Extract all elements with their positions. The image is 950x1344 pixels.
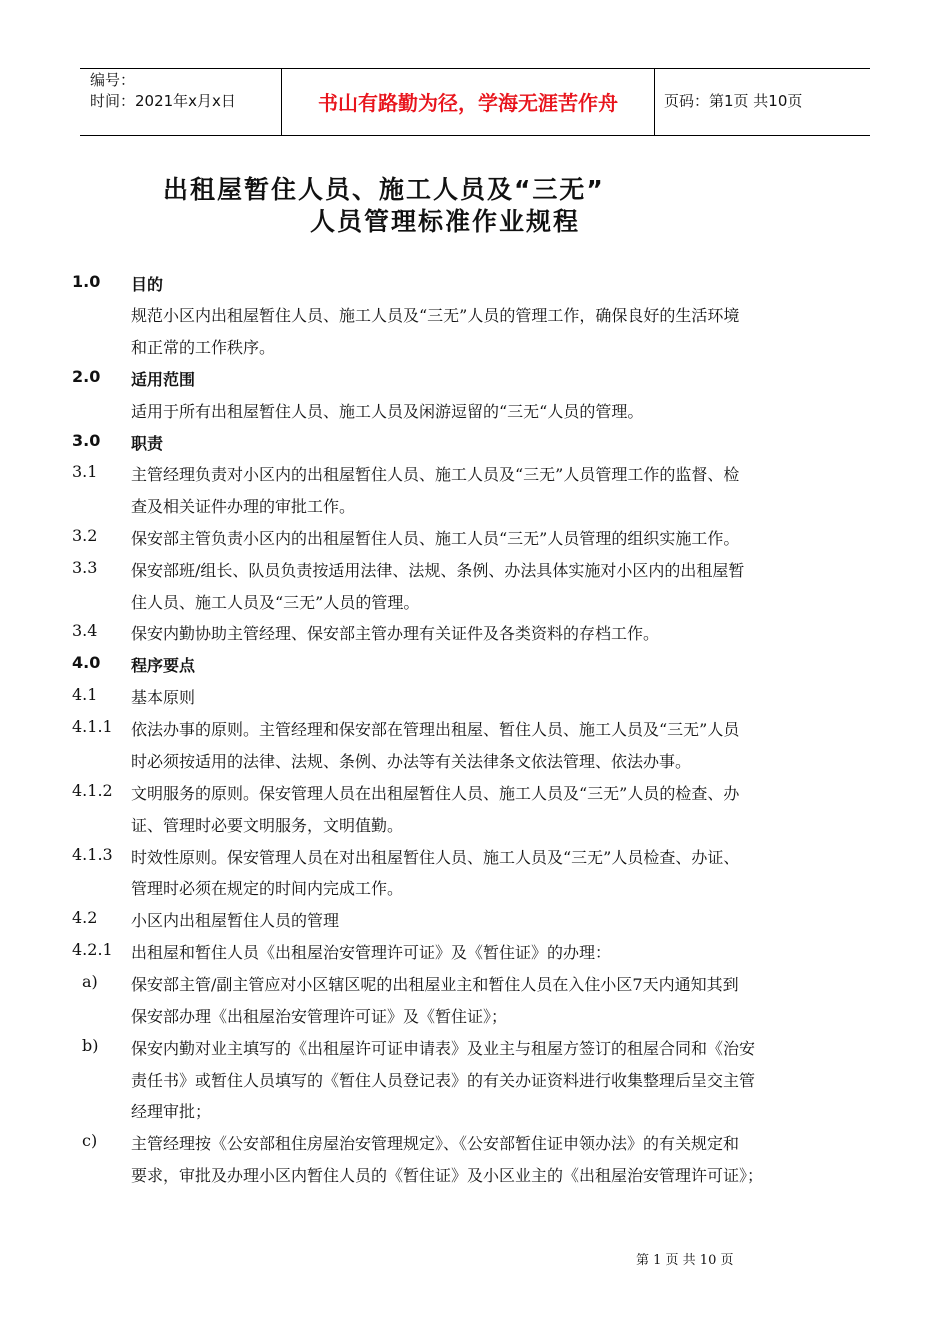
section-heading: 职责 — [131, 434, 164, 453]
paragraph-line: 依法办事的原则。主管经理和保安部在管理出租屋、暂住人员、施工人员及“三无”人员 — [131, 720, 740, 739]
paragraph-line: 保安部班/组长、队员负责按适用法律、法规、条例、办法具体实施对小区内的出租屋暂 — [131, 561, 745, 580]
header-divider — [281, 68, 282, 135]
paragraph-line: 保安内勤对业主填写的《出租屋许可证申请表》及业主与租屋方签订的租屋合同和《治安 — [131, 1039, 756, 1058]
section-number: 4.2 — [72, 908, 98, 927]
paragraph-line: 文明服务的原则。保安管理人员在出租屋暂住人员、施工人员及“三无”人员的检查、办 — [131, 784, 740, 803]
section-number: 3.1 — [72, 462, 98, 481]
section-number: 3.3 — [72, 558, 98, 577]
paragraph-line: 小区内出租屋暂住人员的管理 — [131, 911, 340, 930]
header-motto: 书山有路勤为径，学海无涯苦作舟 — [318, 91, 618, 115]
header-bottom-rule — [80, 135, 870, 136]
section-number: 2.0 — [72, 367, 101, 386]
section-number: 3.0 — [72, 431, 101, 450]
paragraph-line: 时效性原则。保安管理人员在对出租屋暂住人员、施工人员及“三无”人员检查、办证、 — [131, 848, 740, 867]
header-divider — [654, 68, 655, 135]
document-time-label: 时间：2021年x月x日 — [90, 92, 236, 110]
section-number: 4.1 — [72, 685, 98, 704]
section-number: 1.0 — [72, 272, 101, 291]
section-number: b) — [82, 1036, 99, 1055]
section-heading: 程序要点 — [131, 656, 196, 675]
paragraph-line: 要求，审批及办理小区内暂住人员的《暂住证》及小区业主的《出租屋治安管理许可证》； — [131, 1166, 764, 1185]
paragraph-line: 主管经理负责对小区内的出租屋暂住人员、施工人员及“三无”人员管理工作的监督、检 — [131, 465, 740, 484]
paragraph-line: 保安内勤协助主管经理、保安部主管办理有关证件及各类资料的存档工作。 — [131, 624, 660, 643]
section-number: a) — [82, 972, 98, 991]
header-page-info: 页码：第1页 共10页 — [664, 92, 803, 110]
paragraph-line: 保安部主管负责小区内的出租屋暂住人员、施工人员“三无”人员管理的组织实施工作。 — [131, 529, 740, 548]
section-number: 4.1.2 — [72, 781, 113, 800]
document-number-label: 编号： — [90, 71, 136, 89]
document-title-line-1: 出租屋暂住人员、施工人员及“三无” — [163, 175, 605, 204]
paragraph-line: 时必须按适用的法律、法规、条例、办法等有关法律条文依法管理、依法办事。 — [131, 752, 692, 771]
section-number: c) — [82, 1131, 98, 1150]
paragraph-line: 经理审批； — [131, 1102, 212, 1121]
paragraph-line: 基本原则 — [131, 688, 196, 707]
paragraph-line: 查及相关证件办理的审批工作。 — [131, 497, 356, 516]
section-number: 4.0 — [72, 653, 101, 672]
paragraph-line: 证、管理时必要文明服务，文明值勤。 — [131, 816, 404, 835]
paragraph-line: 住人员、施工人员及“三无”人员的管理。 — [131, 593, 420, 612]
paragraph-line: 规范小区内出租屋暂住人员、施工人员及“三无”人员的管理工作，确保良好的生活环境 — [131, 306, 740, 325]
header-meta — [90, 70, 280, 112]
paragraph-line: 适用于所有出租屋暂住人员、施工人员及闲游逗留的“三无“人员的管理。 — [131, 402, 644, 421]
paragraph-line: 出租屋和暂住人员《出租屋治安管理许可证》及《暂住证》的办理： — [131, 943, 612, 962]
section-number: 4.1.1 — [72, 717, 113, 736]
paragraph-line: 责任书》或暂住人员填写的《暂住人员登记表》的有关办证资料进行收集整理后呈交主管 — [131, 1071, 756, 1090]
section-number: 4.2.1 — [72, 940, 113, 959]
paragraph-line: 保安部主管/副主管应对小区辖区呢的出租屋业主和暂住人员在入住小区7天内通知其到 — [131, 975, 739, 994]
section-number: 3.4 — [72, 621, 98, 640]
section-number: 4.1.3 — [72, 845, 113, 864]
paragraph-line: 主管经理按《公安部租住房屋治安管理规定》、《公安部暂住证申领办法》的有关规定和 — [131, 1134, 740, 1153]
paragraph-line: 和正常的工作秩序。 — [131, 338, 276, 357]
paragraph-line: 保安部办理《出租屋治安管理许可证》及《暂住证》； — [131, 1007, 508, 1026]
section-heading: 目的 — [131, 275, 164, 294]
section-number: 3.2 — [72, 526, 98, 545]
page-footer: 第 1 页 共 10 页 — [636, 1253, 734, 1268]
document-title-line-2: 人员管理标准作业规程 — [310, 207, 581, 236]
paragraph-line: 管理时必须在规定的时间内完成工作。 — [131, 879, 404, 898]
section-heading: 适用范围 — [131, 370, 196, 389]
